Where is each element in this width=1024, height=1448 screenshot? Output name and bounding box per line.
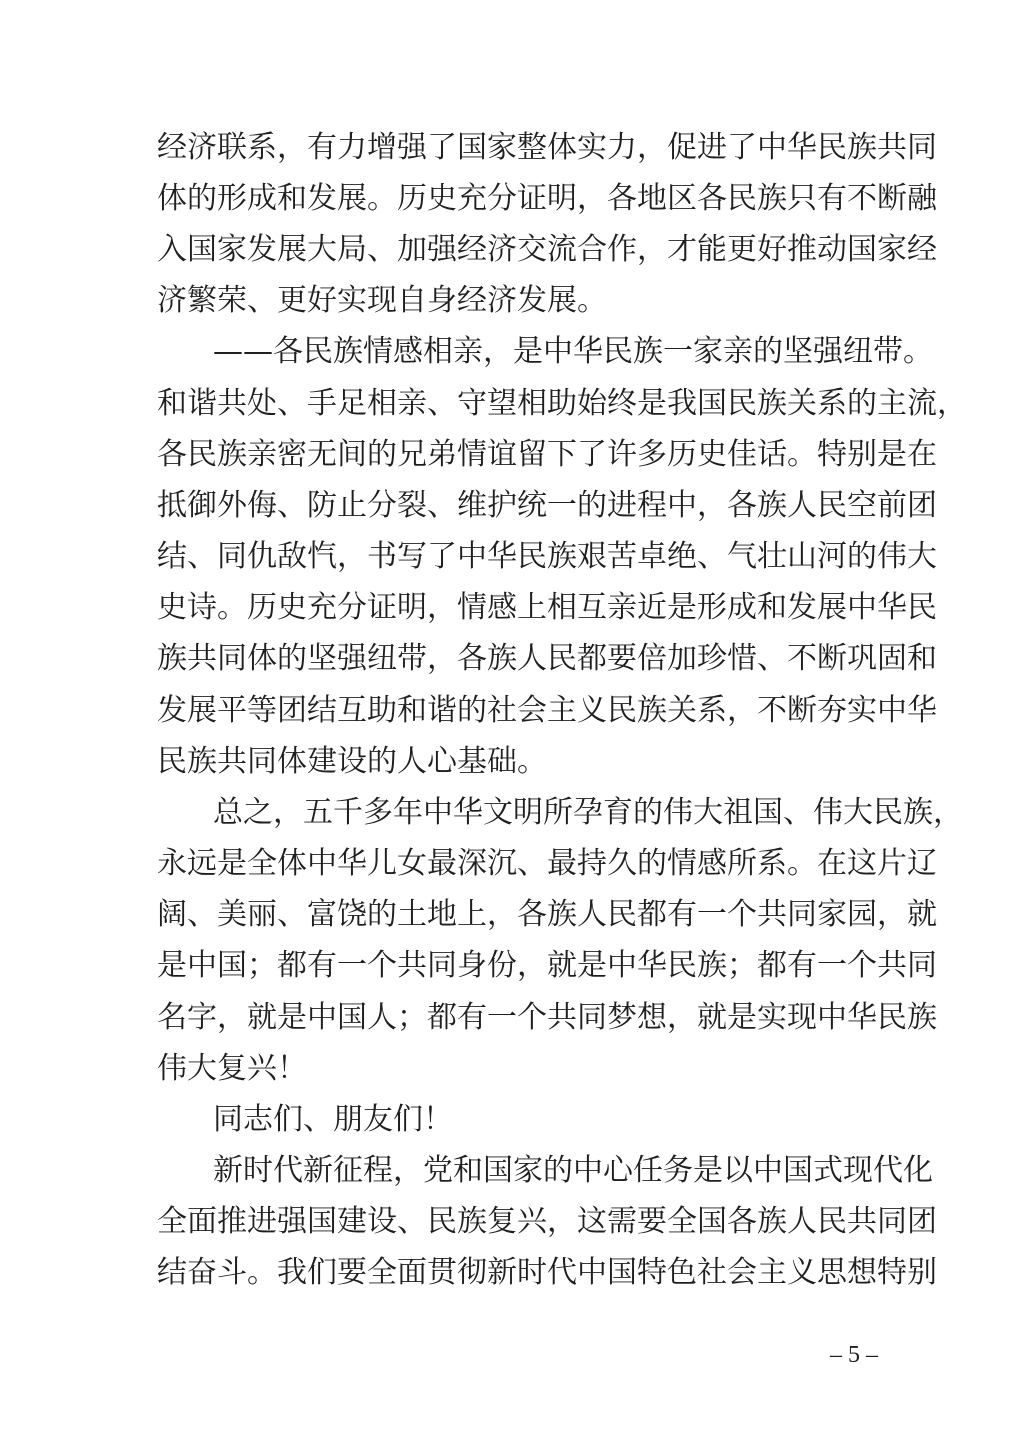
- text-line-16: 阔、美丽、富饶的土地上，各族人民都有一个共同家园，就: [157, 897, 937, 932]
- text-line-5: ——各民族情感相亲，是中华民族一家亲的坚强纽带。: [213, 334, 933, 369]
- text-line-22: 全面推进强国建设、民族复兴，这需要全国各族人民共同团: [157, 1204, 937, 1239]
- text-line-15: 永远是全体中华儿女最深沉、最持久的情感所系。在这片辽: [157, 846, 937, 881]
- text-line-20: 同志们、朋友们！: [213, 1102, 453, 1137]
- text-line-14: 总之，五千多年中华文明所孕育的伟大祖国、伟大民族，: [213, 795, 963, 830]
- text-line-1: 经济联系，有力增强了国家整体实力，促进了中华民族共同: [157, 130, 937, 165]
- text-line-18: 名字，就是中国人；都有一个共同梦想，就是实现中华民族: [157, 1000, 937, 1035]
- text-line-9: 结、同仇敌忾，书写了中华民族艰苦卓绝、气壮山河的伟大: [157, 539, 937, 574]
- text-line-7: 各民族亲密无间的兄弟情谊留下了许多历史佳话。特别是在: [157, 437, 937, 472]
- text-line-23: 结奋斗。我们要全面贯彻新时代中国特色社会主义思想特别: [157, 1255, 937, 1290]
- text-line-12: 发展平等团结互助和谐的社会主义民族关系，不断夯实中华: [157, 693, 937, 728]
- text-line-6: 和谐共处、手足相亲、守望相助始终是我国民族关系的主流，: [157, 386, 967, 421]
- text-line-8: 抵御外侮、防止分裂、维护统一的进程中，各族人民空前团: [157, 488, 937, 523]
- text-line-19: 伟大复兴！: [157, 1051, 307, 1086]
- text-line-4: 济繁荣、更好实现自身经济发展。: [157, 283, 607, 318]
- page-number: – 5 –: [830, 1342, 878, 1368]
- text-line-17: 是中国；都有一个共同身份，就是中华民族；都有一个共同: [157, 948, 937, 983]
- text-line-11: 族共同体的坚强纽带，各族人民都要倍加珍惜、不断巩固和: [157, 641, 937, 676]
- text-line-3: 入国家发展大局、加强经济交流合作，才能更好推动国家经: [157, 232, 937, 267]
- text-line-21: 新时代新征程，党和国家的中心任务是以中国式现代化: [213, 1153, 933, 1188]
- text-line-10: 史诗。历史充分证明，情感上相互亲近是形成和发展中华民: [157, 590, 937, 625]
- text-line-2: 体的形成和发展。历史充分证明，各地区各民族只有不断融: [157, 181, 937, 216]
- text-line-13: 民族共同体建设的人心基础。: [157, 744, 547, 779]
